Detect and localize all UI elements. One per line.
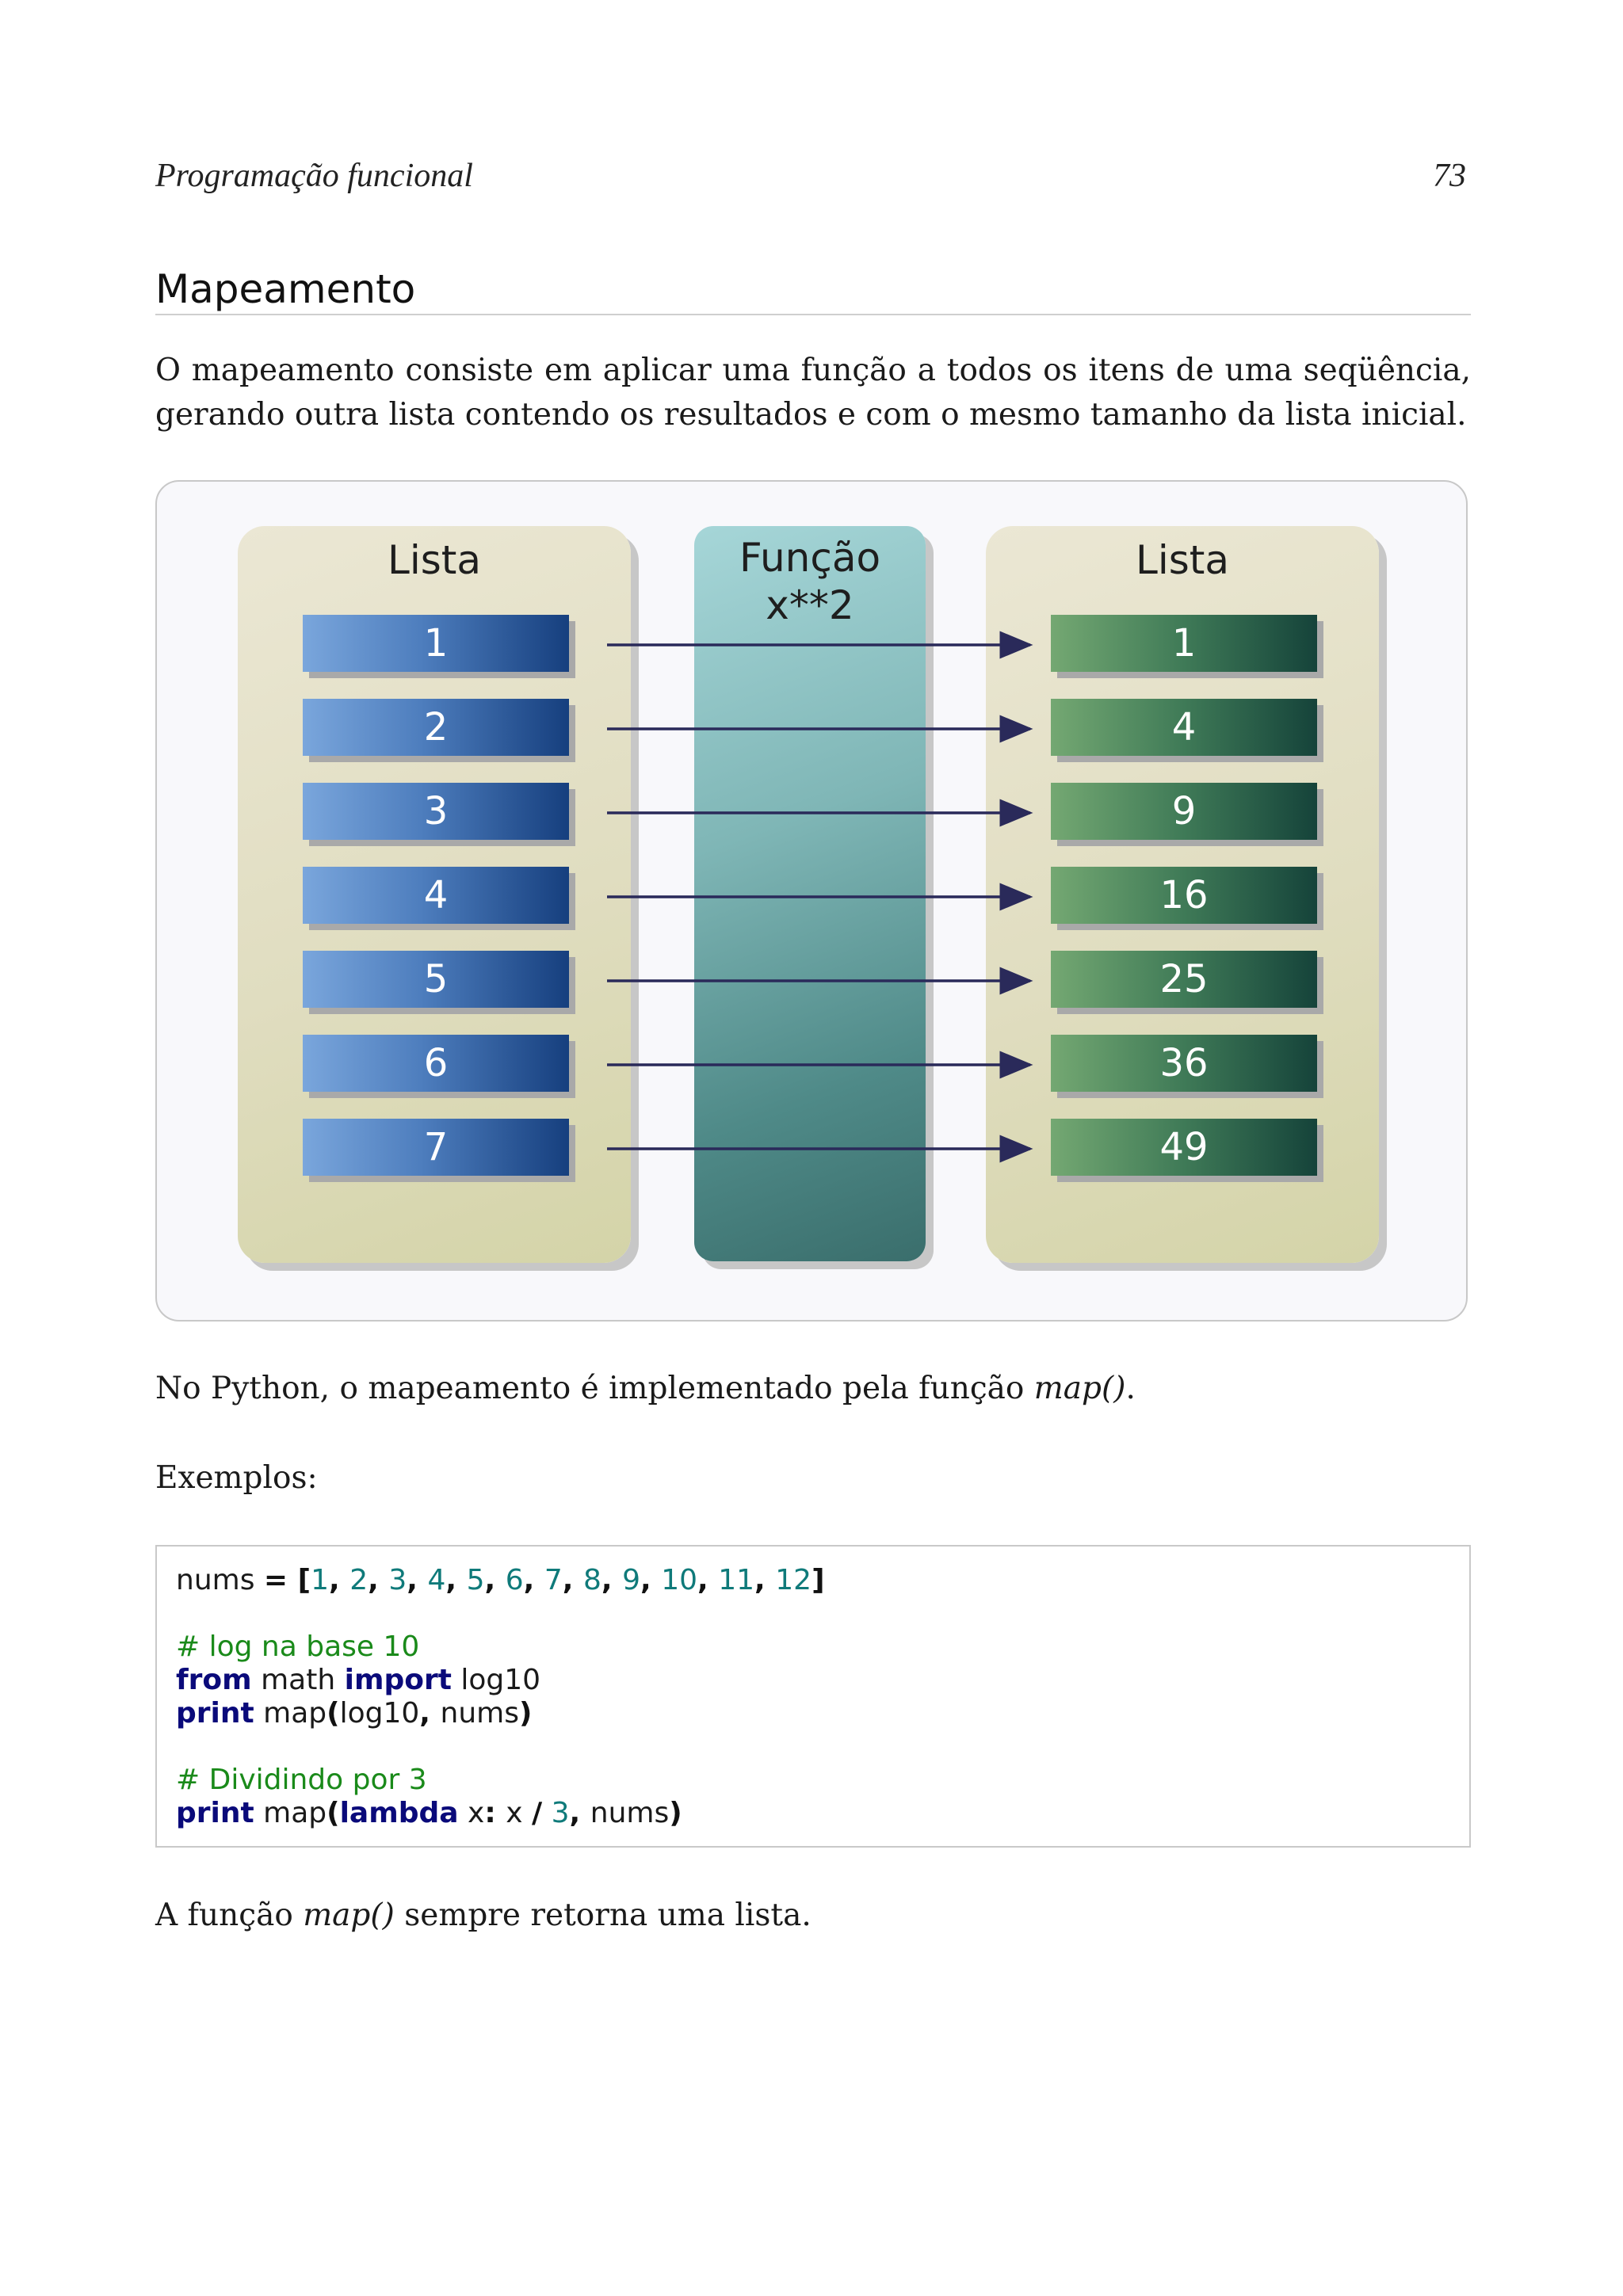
code-list-separator: , xyxy=(368,1564,389,1596)
code-divide: / xyxy=(532,1797,543,1829)
examples-label: Exemplos: xyxy=(155,1460,318,1496)
input-list-label: Lista xyxy=(387,537,482,583)
code-map-call: map xyxy=(254,1697,327,1730)
code-list-separator: , xyxy=(328,1564,350,1596)
python-note-end: . xyxy=(1125,1371,1136,1406)
final-note-text: A função xyxy=(155,1897,304,1933)
input-item-3: 3 xyxy=(303,783,569,840)
heading-rule xyxy=(155,314,1471,315)
code-number: 8 xyxy=(582,1564,601,1596)
python-note-text: No Python, o mapeamento é implementado pela função xyxy=(155,1371,1034,1406)
intro-line-2: gerando outra lista contendo os resultados e com o mesmo tamanho da lista inicial. xyxy=(155,397,1467,433)
code-number-list xyxy=(311,1564,812,1596)
code-number: 11 xyxy=(718,1564,755,1596)
code-paren-close: ) xyxy=(518,1697,533,1730)
function-label xyxy=(694,534,926,629)
output-item-2: 4 xyxy=(1051,699,1317,756)
code-line-4 xyxy=(176,1697,532,1730)
output-item-3: 9 xyxy=(1051,783,1317,840)
code-comment-1: # log na base 10 xyxy=(176,1630,420,1663)
code-comma-2: , xyxy=(569,1797,590,1829)
code-number: 6 xyxy=(505,1564,524,1596)
intro-line-1: O mapeamento consiste em aplicar uma função a todos os itens de uma seqüência, xyxy=(155,353,1471,388)
code-list-separator: , xyxy=(445,1564,467,1596)
code-list-separator: , xyxy=(484,1564,506,1596)
code-kw-from: from xyxy=(176,1664,252,1696)
output-item-6: 36 xyxy=(1051,1035,1317,1092)
input-item-4: 4 xyxy=(303,867,569,924)
code-arg-list-2: nums xyxy=(590,1797,670,1829)
code-number: 10 xyxy=(661,1564,697,1596)
code-paren-open-2: ( xyxy=(327,1797,340,1829)
running-title: Programação funcional xyxy=(155,158,473,194)
code-arg-func: log10 xyxy=(339,1697,420,1730)
code-comment-2: # Dividindo por 3 xyxy=(176,1764,427,1796)
code-divisor: 3 xyxy=(551,1797,570,1829)
code-bracket-close: ] xyxy=(812,1564,825,1596)
code-number: 7 xyxy=(544,1564,563,1596)
code-number: 4 xyxy=(427,1564,446,1596)
python-note xyxy=(155,1367,1471,1411)
code-list-separator: , xyxy=(601,1564,623,1596)
code-assign: = [ xyxy=(263,1564,311,1596)
code-import-name: log10 xyxy=(451,1664,541,1696)
code-line-1 xyxy=(176,1564,825,1596)
code-line-6 xyxy=(176,1797,682,1829)
final-note-end: sempre retorna uma lista. xyxy=(394,1897,812,1933)
output-item-7: 49 xyxy=(1051,1119,1317,1176)
code-kw-import: import xyxy=(344,1664,452,1696)
code-arg-list: nums xyxy=(440,1697,519,1730)
output-item-4: 16 xyxy=(1051,867,1317,924)
output-item-5: 25 xyxy=(1051,951,1317,1008)
code-lambda-body: x xyxy=(506,1797,533,1829)
code-list-separator: , xyxy=(697,1564,719,1596)
section-heading: Mapeamento xyxy=(155,266,416,312)
output-list-label: Lista xyxy=(1135,537,1230,583)
input-item-6: 6 xyxy=(303,1035,569,1092)
code-line-3 xyxy=(176,1664,540,1696)
code-list-separator: , xyxy=(754,1564,776,1596)
code-colon: : xyxy=(484,1797,506,1829)
code-map-call-2: map xyxy=(254,1797,327,1829)
code-number: 2 xyxy=(349,1564,369,1596)
code-comma: , xyxy=(419,1697,441,1730)
input-item-2: 2 xyxy=(303,699,569,756)
code-paren-open: ( xyxy=(327,1697,340,1730)
code-block xyxy=(155,1545,1471,1848)
output-item-1: 1 xyxy=(1051,615,1317,672)
code-number: 9 xyxy=(622,1564,640,1596)
python-note-func: map() xyxy=(1033,1371,1126,1406)
intro-paragraph xyxy=(155,349,1471,437)
code-list-separator: , xyxy=(640,1564,662,1596)
page-number: 73 xyxy=(1433,158,1466,194)
code-number: 1 xyxy=(311,1564,329,1596)
code-list-separator: , xyxy=(562,1564,583,1596)
code-lambda-param: x xyxy=(458,1797,485,1829)
code-list-separator: , xyxy=(523,1564,544,1596)
code-nums-var: nums xyxy=(176,1564,264,1596)
code-kw-print: print xyxy=(176,1697,254,1730)
final-note xyxy=(155,1894,1471,1938)
function-panel xyxy=(694,526,926,1261)
code-kw-lambda: lambda xyxy=(339,1797,459,1829)
input-item-5: 5 xyxy=(303,951,569,1008)
code-list-separator: , xyxy=(407,1564,428,1596)
input-item-1: 1 xyxy=(303,615,569,672)
input-item-7: 7 xyxy=(303,1119,569,1176)
function-label-expression: x**2 xyxy=(766,582,854,628)
code-paren-close-2: ) xyxy=(669,1797,682,1829)
code-number: 5 xyxy=(466,1564,485,1596)
code-space xyxy=(542,1797,551,1829)
final-note-func: map() xyxy=(303,1897,395,1933)
code-module: math xyxy=(251,1664,345,1696)
code-number: 3 xyxy=(388,1564,407,1596)
code-kw-print-2: print xyxy=(176,1797,254,1829)
code-number: 12 xyxy=(775,1564,812,1596)
function-label-name: Função xyxy=(739,535,881,581)
